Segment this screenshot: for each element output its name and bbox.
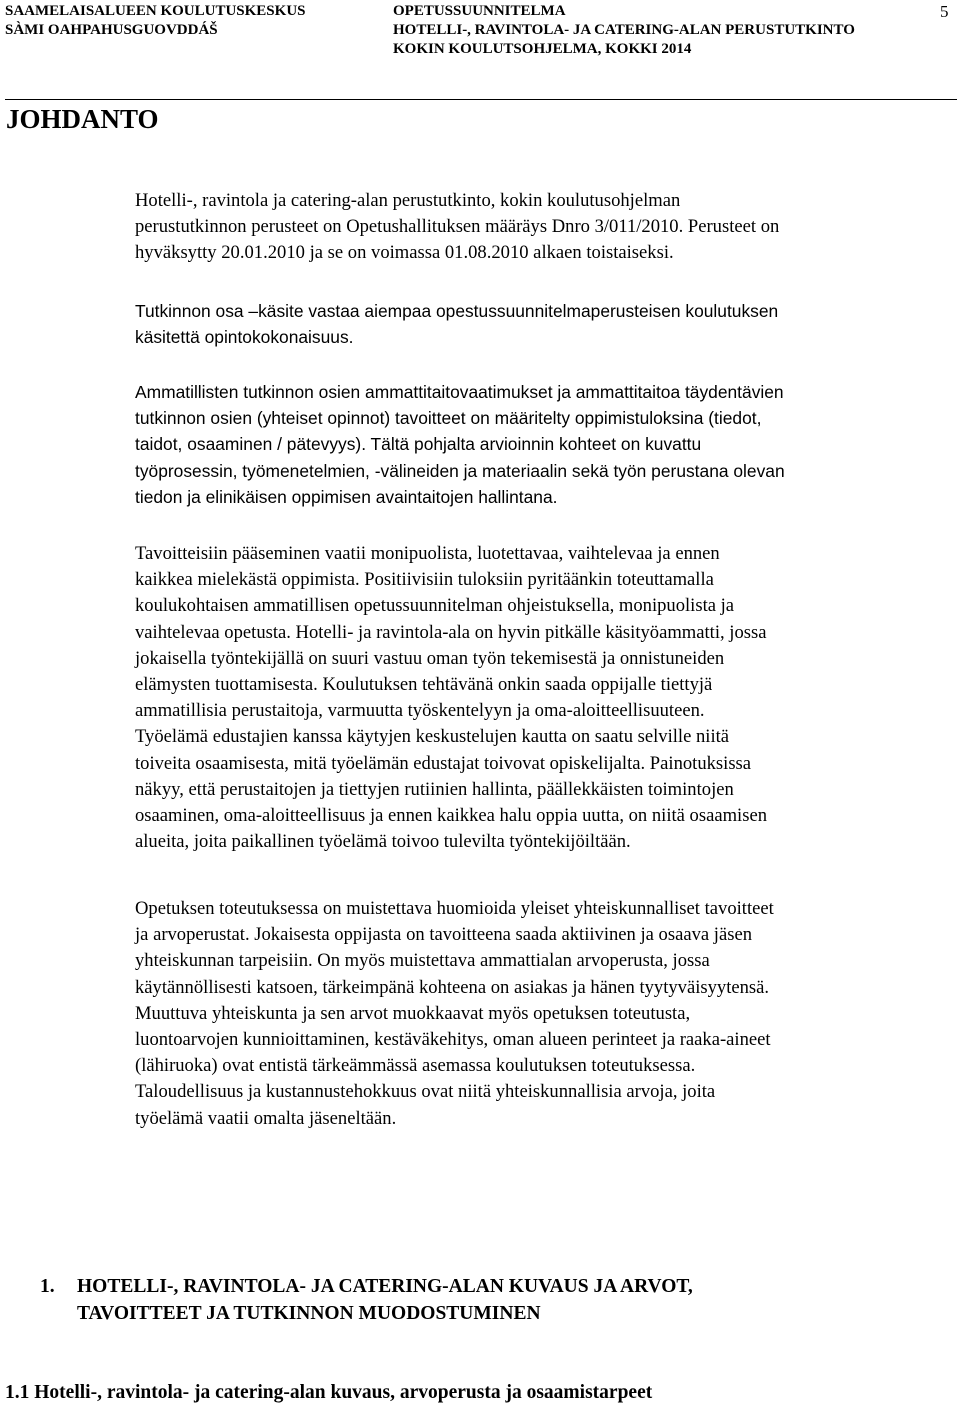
paragraph-line: toiveita osaamisesta, mitä työelämän edustajat toivovat opiskelijalta. Painotuksissa xyxy=(135,752,752,774)
section-heading xyxy=(77,1273,693,1327)
paragraph-line: Taloudellisuus ja kustannustehokkuus ovat niitä yhteiskunnallisia arvoja, joita xyxy=(135,1081,716,1103)
paragraph-line: Hotelli-, ravintola ja catering-alan perustutkinto, kokin koulutusohjelman xyxy=(135,190,681,211)
header-title-line: OPETUSSUUNNITELMA xyxy=(393,3,566,19)
paragraph-line: näkyy, että perustaitojen ja tiettyjen rutiinien hallinta, päällekkäisten toimintojen xyxy=(135,778,734,800)
paragraph-line: alueita, joita paikallinen työelämä toivoo tulevilta työntekijöiltään. xyxy=(135,831,631,853)
paragraph-line: Tutkinnon osa –käsite vastaa aiempaa opestussuunnitelmaperusteisen koulutuksen xyxy=(135,301,779,321)
paragraph-line: perustutkinnon perusteet on Opetushallituksen määräys Dnro 3/011/2010. Perusteet on xyxy=(135,216,780,238)
page-number: 5 xyxy=(940,2,949,21)
paragraph-line: käytännöllisesti katsoen, tärkeimpänä kohteena on asiakas ja hänen tyytyväisyytensä. xyxy=(135,976,770,998)
paragraph-intro xyxy=(135,188,779,267)
paragraph-line: Muuttuva yhteiskunta ja sen arvot muokkaavat myös opetuksen toteutusta, xyxy=(135,1002,691,1024)
header-divider xyxy=(5,99,957,100)
paragraph-line: Ammatillisten tutkinnon osien ammattitaitovaatimukset ja ammattitaitoa täydentävien xyxy=(135,382,784,402)
paragraph-line: Tavoitteisiin pääseminen vaatii monipuolista, luotettavaa, vaihtelevaa ja ennen xyxy=(135,543,720,564)
paragraph-line: (lähiruoka) ovat entistä tärkeämmässä asemassa koulutuksen toteutuksessa. xyxy=(135,1055,696,1077)
paragraph-line: käsitettä opintokokonaisuus. xyxy=(135,327,354,348)
paragraph-line: tiedon ja elinikäisen oppimisen avaintaitojen hallintana. xyxy=(135,486,558,507)
header-org-line: SÀMI OAHPAHUSGUOVDDÁŠ xyxy=(5,22,218,38)
section-heading-line: TAVOITTEET JA TUTKINNON MUODOSTUMINEN xyxy=(77,1303,541,1324)
paragraph-line: jokaisella työntekijällä on suuri vastuu oman työn tekemisestä ja onnistuneiden xyxy=(135,647,725,669)
section-heading-line: HOTELLI-, RAVINTOLA- JA CATERING-ALAN KUVAUS JA ARVOT, xyxy=(77,1276,693,1297)
paragraph-line: taidot, osaaminen / pätevyys). Tältä pohjalta arvioinnin kohteet on kuvattu xyxy=(135,434,702,455)
paragraph-goals xyxy=(135,541,767,855)
paragraph-learning-outcomes xyxy=(135,379,785,510)
paragraph-line: Työelämä edustajien kanssa käytyjen keskustelujen kautta on saatu selville niitä xyxy=(135,726,730,748)
paragraph-line: vaihtelevaa opetusta. Hotelli- ja ravintola-ala on hyvin pitkälle käsityöammatti, jossa xyxy=(135,621,767,643)
paragraph-line: yhteiskunnan tarpeisiin. On myös muistettava ammattialan arvoperusta, jossa xyxy=(135,950,710,972)
paragraph-line: ja arvoperustat. Jokaisesta oppijasta on tavoitteena saada aktiivinen ja osaava jäsen xyxy=(135,924,752,946)
paragraph-line: elämysten tuottamisesta. Koulutuksen tehtävänä onkin saada oppijalle tiettyjä xyxy=(135,674,713,696)
paragraph-values xyxy=(135,896,774,1132)
header-document-title xyxy=(393,2,855,59)
paragraph-line: tutkinnon osien (yhteiset opinnot) tavoitteet on määritelty oppimistuloksina (tiedot, xyxy=(135,408,762,429)
header-title-line: HOTELLI-, RAVINTOLA- JA CATERING-ALAN PERUSTUTKINTO xyxy=(393,22,855,38)
section-number: 1. xyxy=(40,1276,55,1297)
paragraph-line: koulukohtaisen ammatillisen opetussuunnitelman ohjeistuksella, monipuolista ja xyxy=(135,595,735,617)
paragraph-line: hyväksytty 20.01.2010 ja se on voimassa 01.08.2010 alkaen toistaiseksi. xyxy=(135,242,674,264)
header-title-line: KOKIN KOULUTSOHJELMA, KOKKI 2014 xyxy=(393,41,692,57)
paragraph-line: luontoarvojen kunnioittaminen, kestäväkehitys, oman alueen perinteet ja raaka-aineet xyxy=(135,1029,771,1051)
subsection-heading: 1.1 Hotelli-, ravintola- ja catering-alan kuvaus, arvoperusta ja osaamistarpeet xyxy=(5,1382,653,1403)
paragraph-line: työprosessin, työmenetelmien, -välineiden ja materiaalin sekä työn perustana olevan xyxy=(135,460,785,481)
paragraph-line: Opetuksen toteutuksessa on muistettava huomioida yleiset yhteiskunnalliset tavoitteet xyxy=(135,898,774,919)
paragraph-line: työelämä vaatii omalta jäseneltään. xyxy=(135,1107,397,1129)
paragraph-definition xyxy=(135,298,778,350)
main-heading: JOHDANTO xyxy=(6,104,159,134)
paragraph-line: kaikkea mielekästä oppimista. Positiivisiin tuloksiin pyritäänkin toteuttamalla xyxy=(135,569,714,591)
header-org-line: SAAMELAISALUEEN KOULUTUSKESKUS xyxy=(5,3,306,19)
paragraph-line: ammatillisia perustaitoja, varmuutta työskentelyyn ja oma-aloitteellisuuteen. xyxy=(135,700,705,722)
paragraph-line: osaaminen, oma-aloitteellisuus ja ennen kaikkea halu oppia uutta, on niitä osaamisen xyxy=(135,805,768,827)
header-organization xyxy=(5,2,306,40)
